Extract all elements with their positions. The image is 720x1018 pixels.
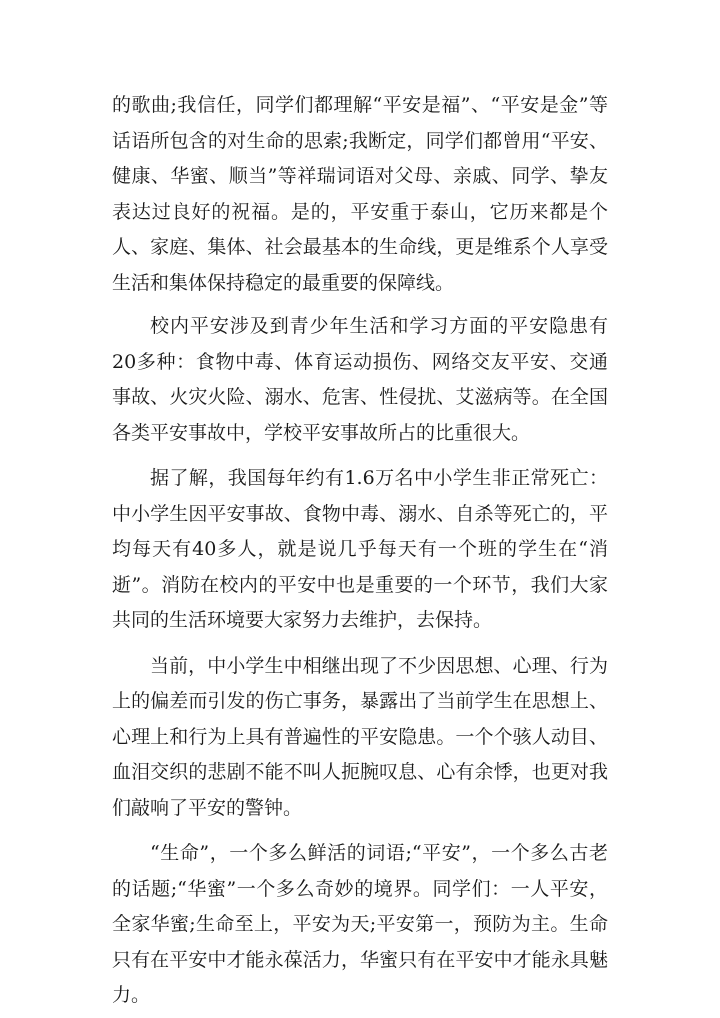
paragraph-2: 校内平安涉及到青少年生活和学习方面的平安隐患有20多种：食物中毒、体育运动损伤、网络交友平安、交通事故、火灾火险、溺水、危害、性侵扰、艾滋病等。在全国各类平安事故中，学校平安事故所占的比重很大。 — [112, 315, 608, 444]
paragraph-5: “生命”，一个多么鲜活的词语;“平安”，一个多么古老的话题;“华蜜”一个多么奇妙的境界。同学们：一人平安，全家华蜜;生命至上，平安为天;平安第一，预防为主。生命只有在平安中才能永葆活力，华蜜只有在平安中才能永具魅力。 — [112, 842, 608, 1006]
paragraph-4: 当前，中小学生中相继出现了不少因思想、心理、行为上的偏差而引发的伤亡事务，暴露出了当前学生在思想上、心理上和行为上具有普遍性的平安隐患。一个个骇人动目、血泪交织的悲剧不能不叫人扼腕叹息、心有余悸，也更对我们敲响了平安的警钟。 — [112, 654, 608, 819]
document-body — [112, 88, 608, 1014]
paragraph-3: 据了解，我国每年约有1.6万名中小学生非正常死亡：中小学生因平安事故、食物中毒、溺水、自杀等死亡的，平均每天有40多人，就是说几乎每天有一个班的学生在“消逝”。消防在校内的平安中也是重要的一个环节，我们大家共同的生活环境要大家努力去维护，去保持。 — [112, 467, 608, 631]
paragraph-1: 的歌曲;我信任，同学们都理解“平安是福”、“平安是金”等话语所包含的对生命的思索;我断定，同学们都曾用“平安、健康、华蜜、顺当”等祥瑞词语对父母、亲戚、同学、挚友表达过良好的祝福。是的，平安重于泰山，它历来都是个人、家庭、集体、社会最基本的生命线，更是维系个人享受生活和集体保持稳定的最重要的保障线。 — [112, 94, 608, 294]
